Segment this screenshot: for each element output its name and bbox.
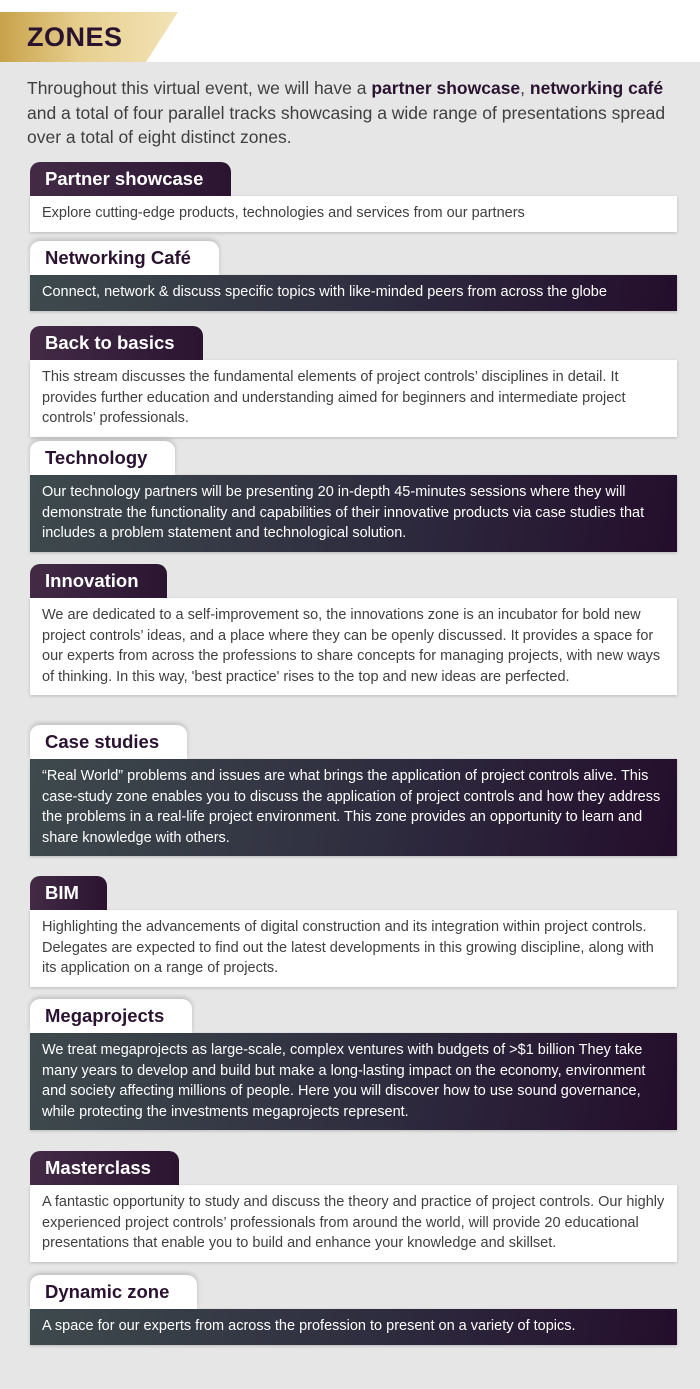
zone-innovation [30, 564, 677, 695]
zone-tab-bim: BIM [30, 876, 107, 910]
zone-description-networking-cafe: Connect, network & discuss specific topics with like-minded peers from across the globe [30, 275, 677, 311]
zone-tab-back-to-basics: Back to basics [30, 326, 203, 360]
zone-description-megaprojects: We treat megaprojects as large-scale, complex ventures with budgets of >$1 billion They take many years to develop and build but make a long-lasting impact on the economy, environment and society affecting millions of people. Here you will discover how to use sound governance, while protecting the investments megaprojects represent. [30, 1033, 677, 1130]
zone-description-innovation: We are dedicated to a self-improvement so, the innovations zone is an incubator for bold new project controls’ ideas, and a place where they can be openly discussed. It provides a space for our experts from across the professions to share concepts for managing projects, with new ways of thinking. In this way, 'best practice' rises to the top and new ideas are perfected. [30, 598, 677, 695]
intro-prefix: Throughout this virtual event, we will have a [27, 78, 372, 98]
zone-tab-dynamic-zone: Dynamic zone [30, 1275, 197, 1309]
intro-networking-cafe: networking café [529, 78, 664, 98]
zone-megaprojects [30, 999, 677, 1130]
zone-tab-networking-cafe: Networking Café [30, 241, 219, 275]
zone-networking-cafe [30, 241, 677, 311]
intro-paragraph [27, 76, 682, 150]
zone-bim [30, 876, 677, 987]
zone-description-back-to-basics: This stream discusses the fundamental elements of project controls’ disciplines in detail. It provides further education and understanding aimed for beginners and intermediate project controls’ professionals. [30, 360, 677, 437]
zone-tab-partner-showcase: Partner showcase [30, 162, 231, 196]
zone-description-case-studies: “Real World” problems and issues are what brings the application of project controls alive. This case-study zone enables you to discuss the application of project controls and how they address the problems in a real-life project environment. This zone provides an opportunity to learn and share knowledge with others. [30, 759, 677, 856]
zone-tab-masterclass: Masterclass [30, 1151, 179, 1185]
zone-description-masterclass: A fantastic opportunity to study and discuss the theory and practice of project controls. Our highly experienced project controls’ professionals from around the world, will provide 20 educational presentations that enable you to build and enhance your knowledge and skillset. [30, 1185, 677, 1262]
intro-comma: , [520, 78, 530, 98]
zone-tab-technology: Technology [30, 441, 175, 475]
zone-back-to-basics [30, 326, 677, 437]
zone-tab-innovation: Innovation [30, 564, 167, 598]
intro-partner-showcase: partner showcase [371, 78, 521, 98]
intro-suffix: and a total of four parallel tracks showcasing a wide range of presentations spread over a total of eight distinct zones. [27, 102, 666, 147]
zone-masterclass [30, 1151, 677, 1262]
zone-description-bim: Highlighting the advancements of digital construction and its integration within project controls. Delegates are expected to find out the latest developments in this growing discipline, along with its application on a range of projects. [30, 910, 677, 987]
zone-technology [30, 441, 677, 552]
zone-tab-case-studies: Case studies [30, 725, 187, 759]
zone-description-dynamic-zone: A space for our experts from across the profession to present on a variety of topics. [30, 1309, 677, 1345]
zone-description-technology: Our technology partners will be presenting 20 in-depth 45-minutes sessions where they will demonstrate the functionality and capabilities of their innovative products via case studies that includes a problem statement and technological solution. [30, 475, 677, 552]
zone-case-studies [30, 725, 677, 856]
zone-dynamic-zone [30, 1275, 677, 1345]
zone-tab-megaprojects: Megaprojects [30, 999, 192, 1033]
zone-partner-showcase [30, 162, 677, 232]
zone-description-partner-showcase: Explore cutting-edge products, technologies and services from our partners [30, 196, 677, 232]
page-title: ZONES [27, 22, 123, 52]
